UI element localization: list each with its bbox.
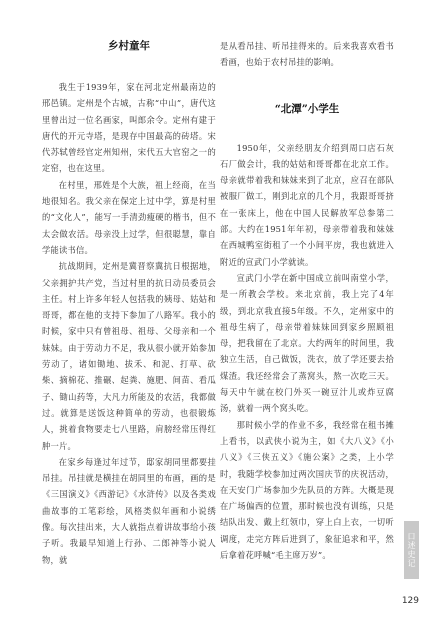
paragraph: 那时候小学的作业不多，我经常在租书摊上看书，以武侠小说为主，如《大八义》《小八义》《三侠五义》《施公案》之类，上小学时，我随学校参加过两次国庆节的庆祝活动，在天安门广场参加少先队员的方阵。大概是现在广场偏西的位置，那时候也没有训练，只是结队出发、戴上红领巾，穿上白上衣，一切听调度，走完方阵后进到了，象征追求和平，然后拿着花呼喊“毛主席万岁”。 — [220, 419, 394, 561]
paragraph: 1950年，父亲经朋友介绍到周口店石灰石厂做会计，我的姑姑和哥哥都在北京工作。母亲就带着我和妹妹来到了北京，应召在部队被服厂做工，刚到北京的几个月，我跟哥哥挤在一张床上，他在中国人民解放军总参第二部。大约在1951年年初，母亲带着我和妹妹在西城鸭室街租了一个小间平房，我也就进入附近的宣武门小学就读。 — [220, 142, 394, 267]
left-column — [42, 38, 216, 568]
paragraph: 宣武门小学在新中国成立前叫南堂小学，是一所教会学校。来北京前，我上完了4年级，到北京我直接5年级。不久，定州家中的祖母生病了，母亲带着妹妹回到家乡照顾祖母，把我留在了北京。大约两年的时间里，我独立生活，自己做饭，洗衣，放了学还要去拾煤渣。我还经常会了蒸窝头，熬一次吃三天。每天中午就在校门外买一碗豆汁儿或炸豆腐汤，就着一两个窝头吃。 — [220, 272, 394, 414]
section-side-tab: 口述史记 — [404, 521, 419, 579]
page-number: 129 — [401, 596, 419, 606]
paragraph: 抗战期间，定州是冀晋察冀抗日根据地，父亲拥护共产党，当过村里的抗日动员委员会主任。村上许多年轻人包括我的姨母、姑姑和哥哥，都在他的支持下参加了八路军。我小的时候，家中只有曾祖母、祖母、父母亲和一个妹妹。由于劳动力不足，我从很小就开始参加劳动了，诸如锄地、拔禾、和泥、打草、砍柴、摘棉花、推碾、起粪、施肥、间苗、看瓜子、锄山药等，大凡力所能及的农活，我都做过。就算是送饭这种简单的劳动，也很锻炼人，挑着食物要走七八里路，肩膀经常压得红肿一片。 — [42, 261, 216, 451]
right-column — [220, 38, 394, 563]
section-heading-beitan-pupil: “北潭”小学生 — [274, 102, 340, 115]
paragraph-continuation: 是从看吊挂、听吊挂得来的。后来我喜欢看书看画，也始于农村吊挂的影响。 — [220, 41, 394, 68]
paragraph: 在村里，邢姓是个大族，祖上经商，在当地很知名。我父亲在保定上过中学，算是村里的“文化人”，能写一手清劲瘦硬的楷书，但不太会做农活。母亲没上过学，但很聪慧，靠自学能读书信。 — [42, 179, 216, 255]
paragraph: 我生于1939年，家在河北定州最南边的邢邑镇。定州是个古城，古称“中山”，唐代这里曾出过一位名画家，叫郎余令。定州有建于唐代的开元寺塔，是现存中国最高的砖塔。宋代苏轼曾经官定州知州，宋代五大官窑之一的定窑，也在这里。 — [42, 82, 216, 174]
section-heading-rural-childhood: 乡村童年 — [108, 40, 150, 52]
paragraph: 在家乡每逢过年过节，邸家胡同里都要挂吊挂。吊挂就是横挂在胡同里的布画，画的是《三国演义》《西游记》《水浒传》以及各类戏曲故事的工笔彩绘，风格类似年画和小说绣像。每次挂出来，大人就指点着讲故事给小孩子听。我最早知道上行孙、二郎神等小说人物，就 — [42, 456, 216, 565]
